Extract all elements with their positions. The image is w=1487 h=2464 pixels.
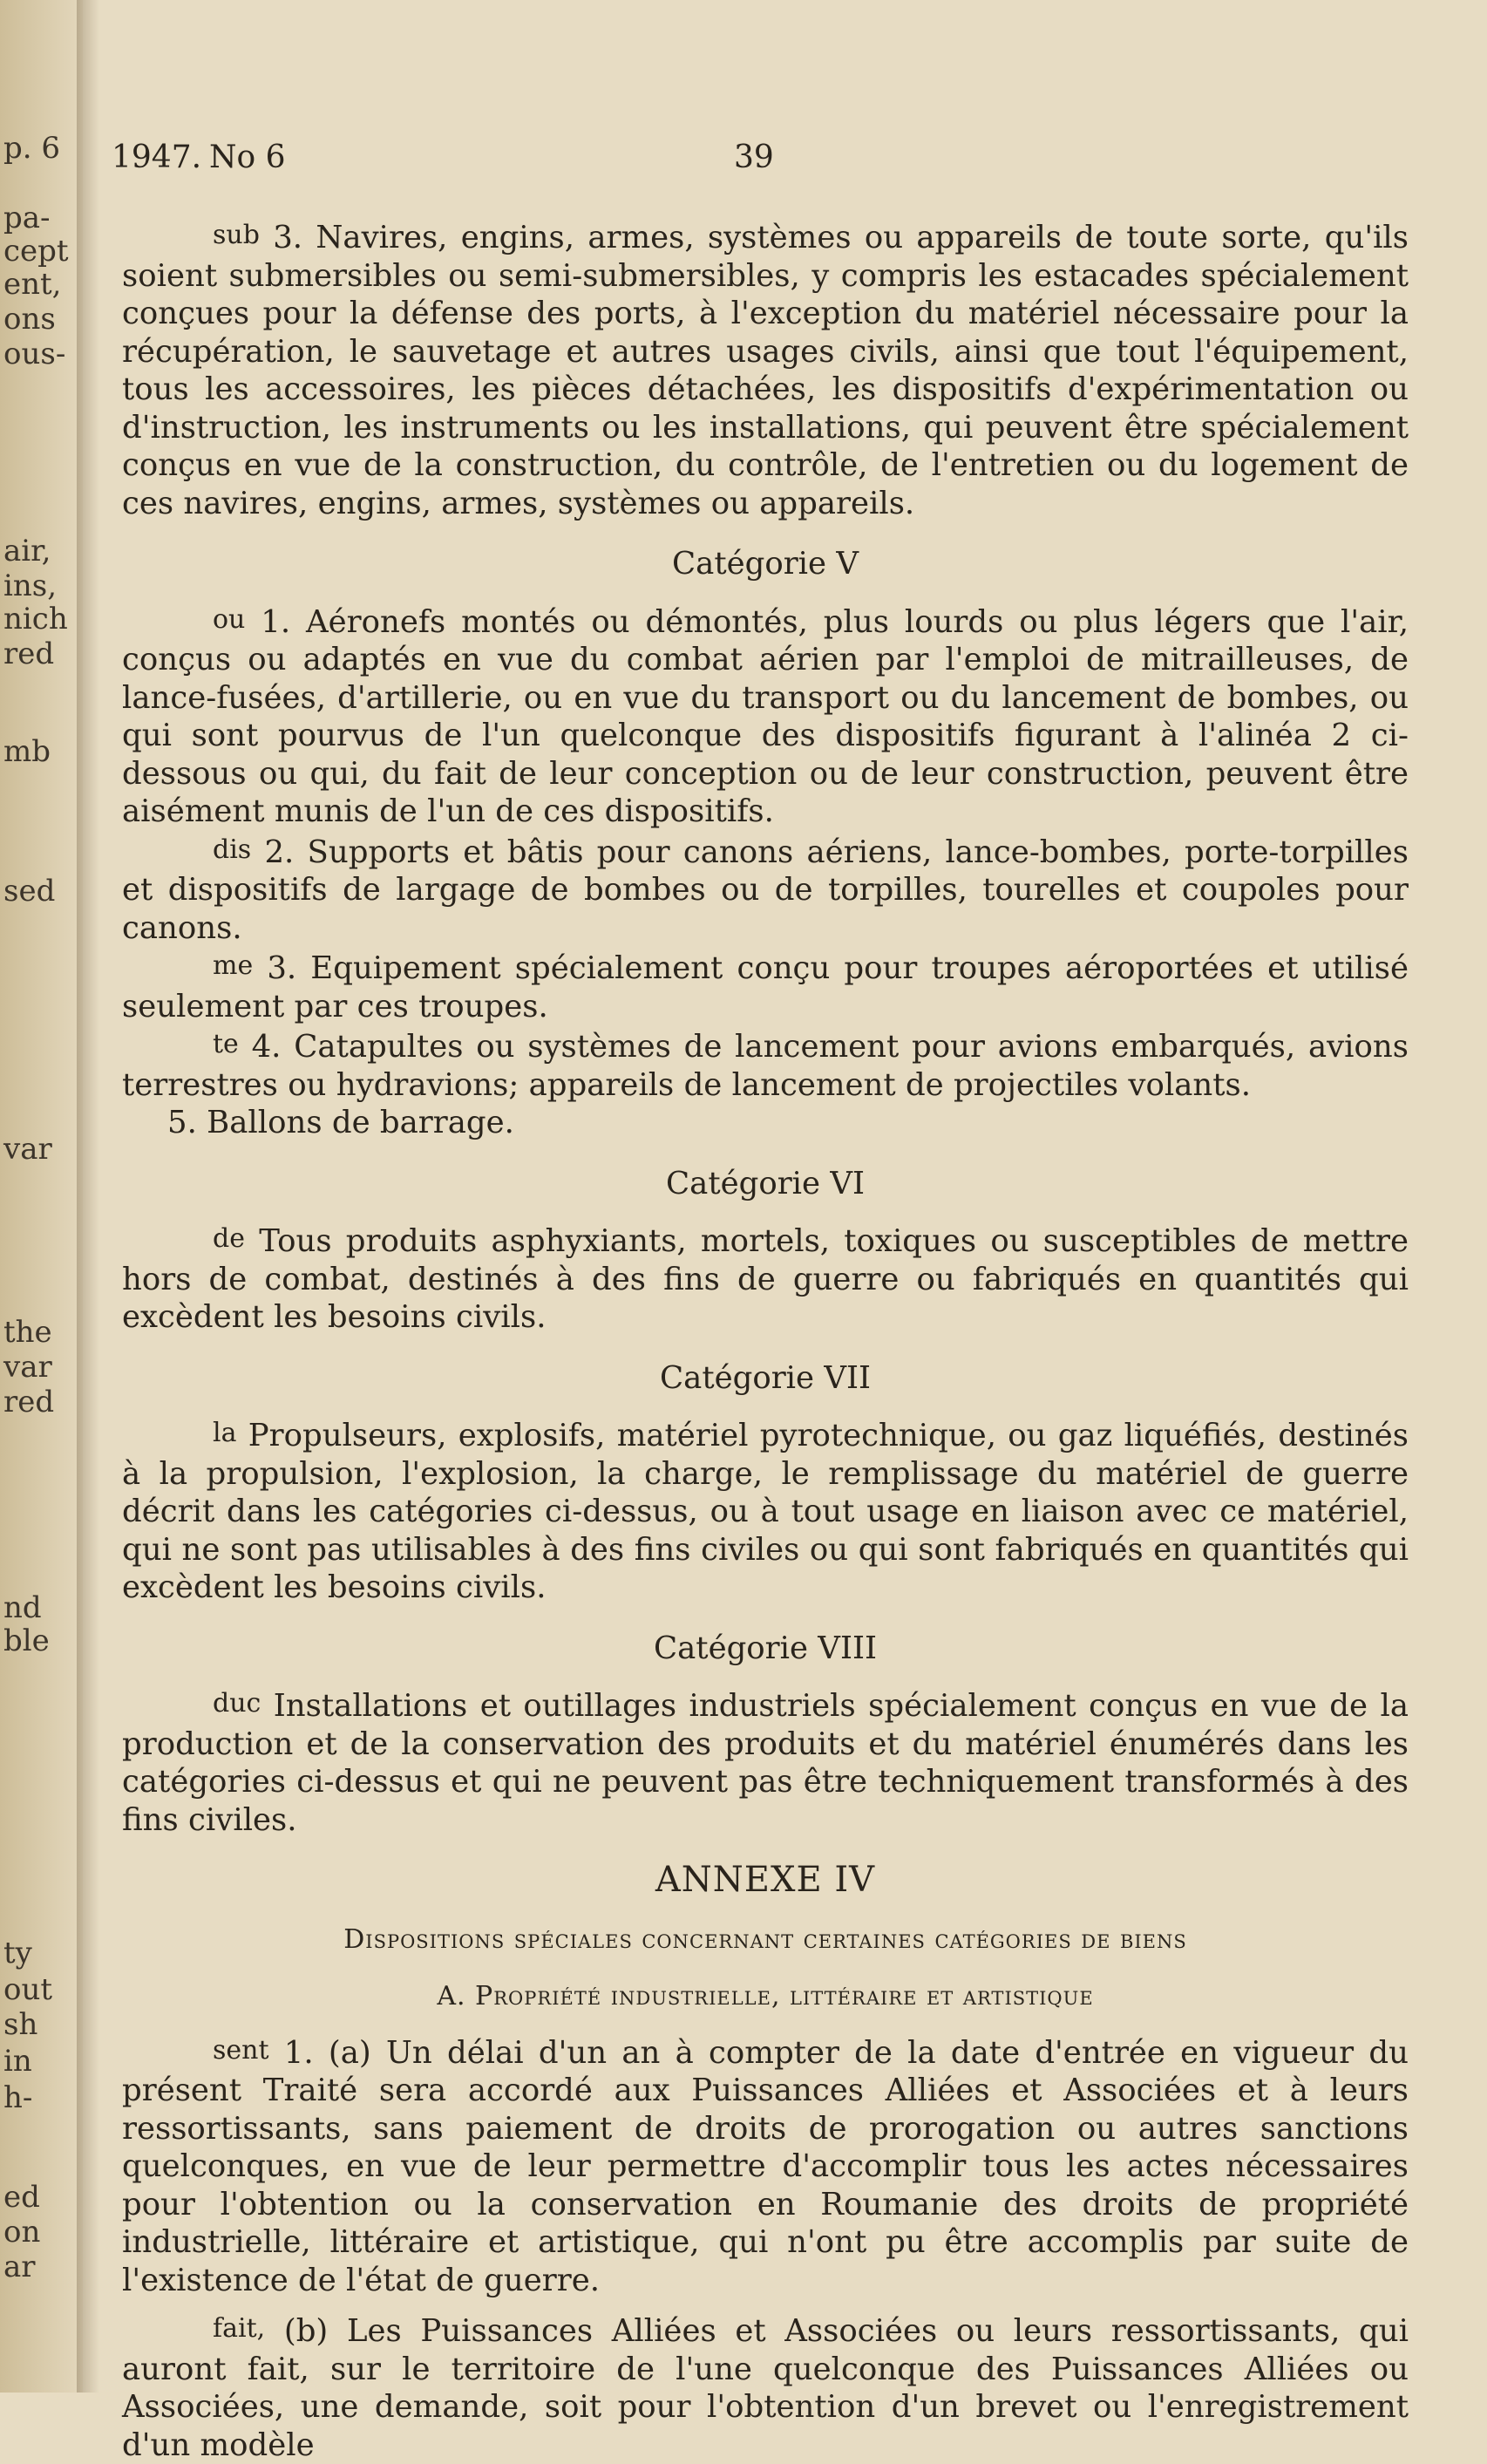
margin-fragment: nd [3, 1590, 42, 1625]
margin-fragment: the [3, 1315, 52, 1350]
margin-fragment: ed [3, 2180, 40, 2215]
category-title: Catégorie VIII [653, 1630, 878, 1666]
margin-fragment: out [3, 1972, 53, 2007]
margin-fragment: ons [3, 302, 56, 337]
margin-fragment: red [3, 636, 55, 671]
margin-fragment: cept [3, 234, 69, 269]
margin-fragment: ble [3, 1623, 50, 1658]
annex-title: ANNEXE IV [655, 1860, 876, 1900]
paragraph-cat6: de Tous produits asphyxiants, mortels, toxiques ou susceptibles de mettre hors de combat, destinés à des fins de guerre ou fabriqués en quantités qui excèdent les besoins civils. [122, 1223, 1409, 1335]
margin-fragment: nich [3, 602, 68, 636]
margin-fragment: var [3, 1350, 52, 1385]
header-year: 1947. [112, 140, 202, 175]
paragraph-cat5-item1: ou 1. Aéronefs montés ou démontés, plus lourds ou plus légers que l'air, conçus ou adaptés en vue du combat aérien par l'emploi de mitrailleuses, de lance-fusées, d'artillerie, ou en vue du transport ou du lancement de bombes, ou qui sont pourvus de l'un quelconque des dispositifs figurant à l'alinéa 2 ci-dessous ou qui, du fait de leur conception ou de leur construction, peuvent être aisément munis de l'un de ces dispositifs. [122, 603, 1409, 829]
margin-fragment: ent, [3, 267, 62, 302]
margin-fragment: pa- [3, 201, 51, 235]
margin-fragment: sh [3, 2007, 38, 2042]
paragraph-cat8: duc Installations et outillages industriels spécialement conçus en vue de la production et de la conservation des produits et du matériel énumérés dans les catégories ci-dessus et qui ne peuvent pas être techniquement transformés à des fins civiles. [122, 1688, 1409, 1838]
facing-page-edge [0, 0, 83, 2393]
annex-subtitle: Dispositions spéciales concernant certaines catégories de biens [343, 1923, 1187, 1955]
paragraph-cat5-item5: 5. Ballons de barrage. [167, 1105, 514, 1140]
margin-fragment: in [3, 2044, 32, 2079]
category-title: Catégorie VII [660, 1359, 871, 1396]
paragraph-cat5-item4: te 4. Catapultes ou systèmes de lancement pour avions embarqués, avions terrestres ou hydravions; appareils de lancement de projectiles volants. [122, 1029, 1409, 1103]
page-header [112, 140, 1409, 183]
page-number: 39 [734, 140, 774, 175]
margin-fragment: ous- [3, 337, 66, 371]
paragraph-cat4-item3: sub 3. Navires, engins, armes, systèmes ou appareils de toute sorte, qu'ils soient submersibles ou semi-submersibles, y compris les estacades spécialement conçues pour la défense des ports, à l'exception du matériel nécessaire pour la récupération, le sauvetage et autres usages civils, ainsi que tout l'équipement, tous les accessoires, les pièces détachées, les dispositifs d'expérimentation ou d'instruction, les instruments ou les installations, qui peuvent être spécialement conçus en vue de la construction, du contrôle, de l'entretien ou du logement de ces navires, engins, armes, systèmes ou appareils. [122, 216, 1409, 522]
margin-fragment: mb [3, 734, 51, 769]
margin-fragment: sed [3, 874, 56, 909]
margin-fragment: on [3, 2215, 41, 2250]
page-body [122, 216, 1409, 2464]
gutter-shadow [77, 0, 99, 2393]
paragraph-cat7: la Propulseurs, explosifs, matériel pyrotechnique, ou gaz liquéfiés, destinés à la propulsion, l'explosion, la charge, le remplissage du matériel de guerre décrit dans les catégories ci-dessus, ou à tout usage en liaison avec ce matériel, qui ne sont pas utilisables à des fins civiles ou qui sont fabriqués en quantités qui excèdent les besoins civils. [122, 1418, 1409, 1605]
margin-fragment: ty [3, 1936, 32, 1971]
paragraph-cat5-item2: dis 2. Supports et bâtis pour canons aériens, lance-bombes, porte-torpilles et dispositifs de largage de bombes ou de torpilles, tourelles et coupoles pour canons. [122, 834, 1409, 946]
margin-fragment: air, [3, 534, 51, 568]
margin-fragment: h- [3, 2080, 33, 2115]
margin-fragment: red [3, 1385, 55, 1419]
paragraph-annex-1a: sent 1. (a) Un délai d'un an à compter de la date d'entrée en vigueur du présent Traité sera accordé aux Puissances Alliées et Associées et à leurs ressortissants, sans paiement de droits de prorogation ou autres sanctions quelconques, en vue de leur permettre d'accomplir tous les actes nécessaires pour l'obtention ou la conservation en Roumanie des droits de propriété industrielle, littéraire et artistique, qui n'ont pu être accomplis par suite de l'existence de l'état de guerre. [122, 2034, 1409, 2298]
category-title: Catégorie VI [666, 1165, 865, 1201]
paragraph-annex-1b: fait, (b) Les Puissances Alliées et Associées ou leurs ressortissants, qui auront fait, sur le territoire de l'une quelconque des Puissances Alliées ou Associées, une demande, soit pour l'obtention d'un brevet ou l'enregistrement d'un modèle [122, 2313, 1409, 2463]
left-margin-fragment: sub [213, 220, 260, 250]
margin-fragment: var [3, 1132, 52, 1167]
category-title: Catégorie V [672, 546, 859, 582]
margin-fragment: ar [3, 2250, 36, 2284]
header-number: No 6 [209, 140, 286, 175]
margin-fragment: p. 6 [3, 131, 61, 166]
paragraph-cat5-item3: me 3. Equipement spécialement conçu pour troupes aéroportées et utilisé seulement par ces troupes. [122, 950, 1409, 1024]
section-title: A. Propriété industrielle, littéraire et artistique [437, 1981, 1094, 2011]
margin-fragment: ins, [3, 568, 58, 603]
